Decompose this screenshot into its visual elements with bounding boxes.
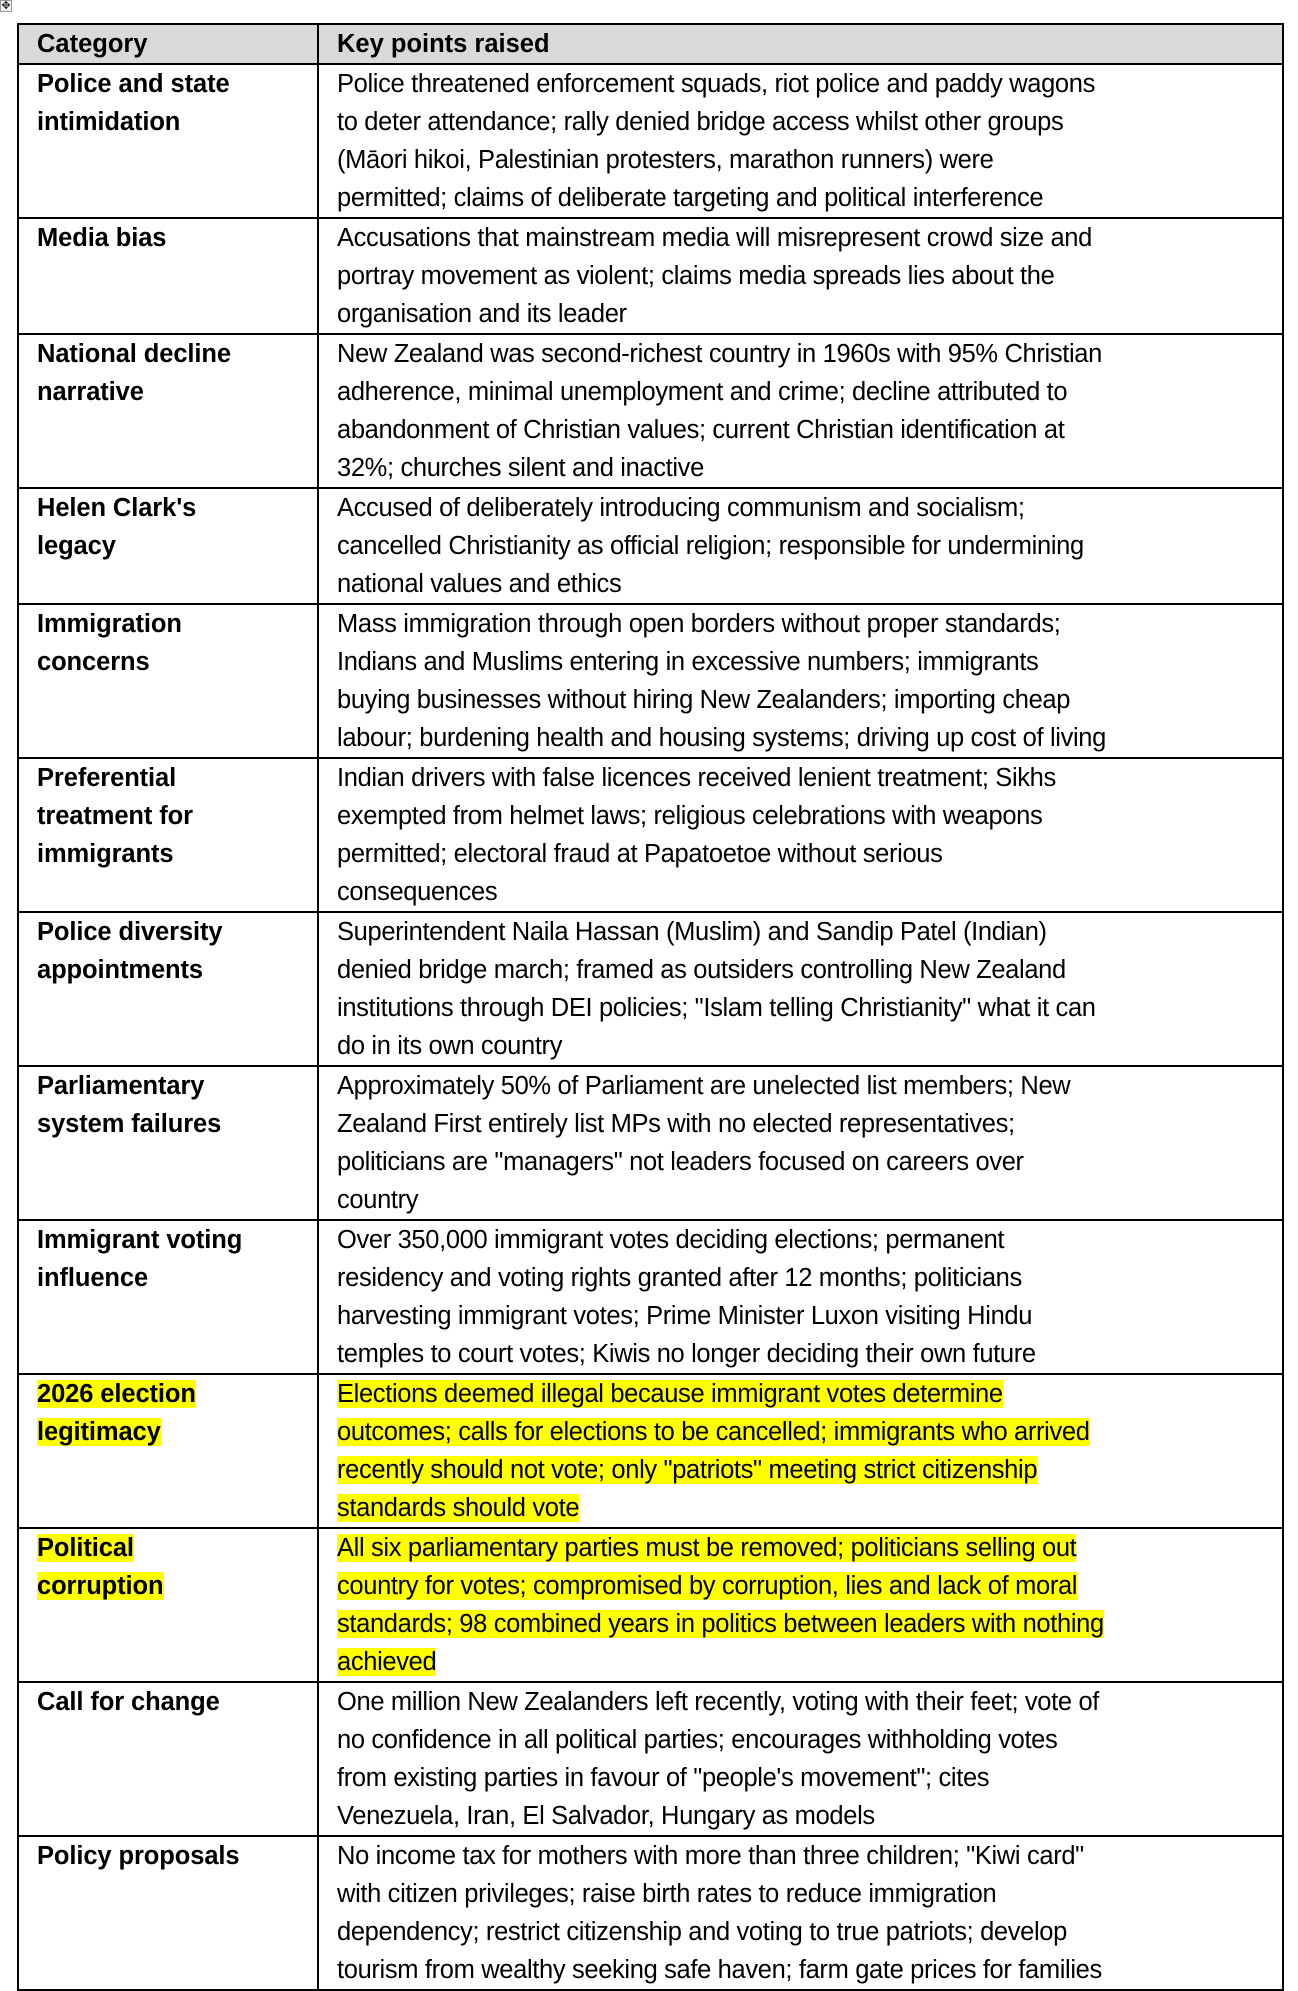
key-points-line (337, 373, 1272, 411)
key-points-line (337, 759, 1272, 797)
key-points-line (337, 1067, 1272, 1105)
table-row (18, 488, 1283, 604)
key-points-text: do in its own country (337, 1032, 563, 1060)
key-points-text: cancelled Christianity as official religion; responsible for undermining (337, 532, 1084, 560)
key-points-line (337, 605, 1272, 643)
category-cell[interactable] (18, 912, 318, 1066)
category-text: appointments (37, 956, 203, 984)
key-points-cell[interactable] (318, 218, 1283, 334)
key-points-text: institutions through DEI policies; "Islam telling Christianity" what it can (337, 994, 1096, 1022)
key-points-line (337, 1605, 1272, 1643)
key-points-text: Elections deemed illegal because immigrant votes determine (337, 1380, 1003, 1408)
key-points-line (337, 1489, 1272, 1527)
category-text: Immigrant voting (37, 1226, 243, 1254)
key-points-cell[interactable] (318, 1220, 1283, 1374)
table-row (18, 604, 1283, 758)
category-cell[interactable] (18, 1066, 318, 1220)
category-cell[interactable] (18, 488, 318, 604)
key-points-text: country for votes; compromised by corruption, lies and lack of moral (337, 1572, 1078, 1600)
key-points-text: portray movement as violent; claims media spreads lies about the (337, 262, 1055, 290)
key-points-text: tourism from wealthy seeking safe haven; farm gate prices for families (337, 1956, 1102, 1984)
key-points-line (337, 1297, 1272, 1335)
key-points-line (337, 1529, 1272, 1567)
category-text: Police diversity (37, 918, 223, 946)
key-points-cell[interactable] (318, 1528, 1283, 1682)
category-line (37, 1529, 307, 1567)
key-points-text: abandonment of Christian values; current Christian identification at (337, 416, 1065, 444)
category-line (37, 219, 307, 257)
key-points-line (337, 1259, 1272, 1297)
table-row (18, 912, 1283, 1066)
table-row (18, 1374, 1283, 1528)
category-line (37, 1413, 307, 1451)
key-points-line (337, 179, 1272, 217)
category-line (37, 373, 307, 411)
category-text: Immigration (37, 610, 182, 638)
key-points-line (337, 1335, 1272, 1373)
table-row (18, 1528, 1283, 1682)
key-points-line (337, 219, 1272, 257)
key-points-line (337, 1759, 1272, 1797)
category-text: Police and state (37, 70, 230, 98)
category-cell[interactable] (18, 334, 318, 488)
category-cell[interactable] (18, 1220, 318, 1374)
key-points-text: with citizen privileges; raise birth rates to reduce immigration (337, 1880, 997, 1908)
key-points-cell[interactable] (318, 488, 1283, 604)
category-text: immigrants (37, 840, 174, 868)
key-points-table (17, 23, 1284, 1991)
table-row (18, 218, 1283, 334)
key-points-text: residency and voting rights granted after 12 months; politicians (337, 1264, 1022, 1292)
key-points-text: dependency; restrict citizenship and voting to true patriots; develop (337, 1918, 1067, 1946)
table-row (18, 1066, 1283, 1220)
category-text: Political (37, 1534, 134, 1562)
key-points-text: One million New Zealanders left recently, voting with their feet; vote of (337, 1688, 1100, 1716)
key-points-line (337, 1181, 1272, 1219)
key-points-text: consequences (337, 878, 498, 906)
key-points-text: exempted from helmet laws; religious celebrations with weapons (337, 802, 1043, 830)
key-points-line (337, 1027, 1272, 1065)
key-points-line (337, 141, 1272, 179)
key-points-line (337, 1375, 1272, 1413)
category-line (37, 1567, 307, 1605)
table-header-row (18, 24, 1283, 64)
key-points-line (337, 527, 1272, 565)
category-line (37, 797, 307, 835)
key-points-text: Accused of deliberately introducing communism and socialism; (337, 494, 1025, 522)
category-line (37, 643, 307, 681)
key-points-text: standards; 98 combined years in politics between leaders with nothing (337, 1610, 1104, 1638)
key-points-line (337, 1221, 1272, 1259)
category-cell[interactable] (18, 758, 318, 912)
key-points-line (337, 65, 1272, 103)
category-text: concerns (37, 648, 150, 676)
category-text: influence (37, 1264, 149, 1292)
key-points-text: buying businesses without hiring New Zealanders; importing cheap (337, 686, 1071, 714)
category-line (37, 527, 307, 565)
key-points-text: standards should vote (337, 1494, 580, 1522)
category-line (37, 335, 307, 373)
category-text: Policy proposals (37, 1842, 240, 1870)
category-line (37, 1067, 307, 1105)
key-points-text: Approximately 50% of Parliament are unelected list members; New (337, 1072, 1071, 1100)
key-points-cell[interactable] (318, 1836, 1283, 1990)
category-line (37, 1105, 307, 1143)
key-points-line (337, 951, 1272, 989)
key-points-text: (Māori hikoi, Palestinian protesters, marathon runners) were (337, 146, 994, 174)
key-points-text: adherence, minimal unemployment and crime; decline attributed to (337, 378, 1068, 406)
key-points-line (337, 1451, 1272, 1489)
key-points-cell[interactable] (318, 334, 1283, 488)
category-text: Call for change (37, 1688, 220, 1716)
key-points-line (337, 295, 1272, 333)
category-line (37, 1375, 307, 1413)
category-text: narrative (37, 378, 144, 406)
key-points-line (337, 1683, 1272, 1721)
key-points-text: Police threatened enforcement squads, riot police and paddy wagons (337, 70, 1095, 98)
key-points-line (337, 103, 1272, 141)
key-points-text: Superintendent Naila Hassan (Muslim) and Sandip Patel (Indian) (337, 918, 1047, 946)
key-points-text: recently should not vote; only "patriots" meeting strict citizenship (337, 1456, 1038, 1484)
table-body (18, 64, 1283, 1990)
category-text: system failures (37, 1110, 222, 1138)
table-row (18, 1836, 1283, 1990)
category-line (37, 835, 307, 873)
table-row (18, 758, 1283, 912)
key-points-text: Indians and Muslims entering in excessive numbers; immigrants (337, 648, 1039, 676)
category-cell[interactable] (18, 218, 318, 334)
key-points-cell[interactable] (318, 912, 1283, 1066)
key-points-text: Over 350,000 immigrant votes deciding elections; permanent (337, 1226, 1005, 1254)
key-points-line (337, 257, 1272, 295)
table-row (18, 1682, 1283, 1836)
key-points-text: Accusations that mainstream media will misrepresent crowd size and (337, 224, 1092, 252)
key-points-line (337, 835, 1272, 873)
category-cell[interactable] (18, 1374, 318, 1528)
key-points-text: denied bridge march; framed as outsiders controlling New Zealand (337, 956, 1066, 984)
key-points-text: Mass immigration through open borders without proper standards; (337, 610, 1061, 638)
category-text: Preferential (37, 764, 177, 792)
category-line (37, 1221, 307, 1259)
key-points-line (337, 1721, 1272, 1759)
key-points-line (337, 873, 1272, 911)
key-points-text: All six parliamentary parties must be removed; politicians selling out (337, 1534, 1077, 1562)
key-points-line (337, 489, 1272, 527)
key-points-line (337, 335, 1272, 373)
key-points-text: achieved (337, 1648, 437, 1676)
category-text: National decline (37, 340, 231, 368)
category-text: 2026 election (37, 1380, 196, 1408)
key-points-text: No income tax for mothers with more than three children; "Kiwi card" (337, 1842, 1084, 1870)
key-points-cell[interactable] (318, 1374, 1283, 1528)
category-text: corruption (37, 1572, 164, 1600)
key-points-text: permitted; claims of deliberate targeting and political interference (337, 184, 1044, 212)
key-points-line (337, 1875, 1272, 1913)
key-points-line (337, 1567, 1272, 1605)
category-line (37, 605, 307, 643)
key-points-text: labour; burdening health and housing systems; driving up cost of living (337, 724, 1106, 752)
key-points-line (337, 643, 1272, 681)
key-points-cell[interactable] (318, 1682, 1283, 1836)
key-points-line (337, 913, 1272, 951)
key-points-line (337, 1413, 1272, 1451)
category-cell[interactable] (18, 64, 318, 218)
table-row (18, 64, 1283, 218)
key-points-line (337, 1105, 1272, 1143)
category-text: Media bias (37, 224, 167, 252)
key-points-text: to deter attendance; rally denied bridge access whilst other groups (337, 108, 1064, 136)
key-points-text: from existing parties in favour of "people's movement"; cites (337, 1764, 990, 1792)
key-points-line (337, 719, 1272, 757)
key-points-text: Zealand First entirely list MPs with no elected representatives; (337, 1110, 1015, 1138)
key-points-cell[interactable] (318, 604, 1283, 758)
category-text: legacy (37, 532, 116, 560)
category-line (37, 1837, 307, 1875)
key-points-text: temples to court votes; Kiwis no longer deciding their own future (337, 1340, 1036, 1368)
category-line (37, 103, 307, 141)
key-points-text: outcomes; calls for elections to be cancelled; immigrants who arrived (337, 1418, 1090, 1446)
key-points-text: national values and ethics (337, 570, 622, 598)
category-text: Helen Clark's (37, 494, 197, 522)
category-cell[interactable] (18, 1836, 318, 1990)
key-points-line (337, 1797, 1272, 1835)
category-line (37, 1259, 307, 1297)
category-line (37, 65, 307, 103)
category-line (37, 951, 307, 989)
key-points-text: 32%; churches silent and inactive (337, 454, 704, 482)
key-points-text: organisation and its leader (337, 300, 627, 328)
category-cell[interactable] (18, 604, 318, 758)
key-points-cell[interactable] (318, 1066, 1283, 1220)
key-points-line (337, 411, 1272, 449)
key-points-text: Indian drivers with false licences received lenient treatment; Sikhs (337, 764, 1056, 792)
category-line (37, 489, 307, 527)
table-move-handle-icon[interactable]: ✥ (1, 0, 11, 12)
key-points-line (337, 1143, 1272, 1181)
key-points-line (337, 1837, 1272, 1875)
column-header-key-points: Key points raised (318, 24, 1283, 64)
key-points-line (337, 1951, 1272, 1989)
category-line (37, 759, 307, 797)
category-line (37, 1683, 307, 1721)
key-points-text: harvesting immigrant votes; Prime Minister Luxon visiting Hindu (337, 1302, 1033, 1330)
category-text: legitimacy (37, 1418, 161, 1446)
key-points-text: country (337, 1186, 419, 1214)
key-points-text: permitted; electoral fraud at Papatoetoe without serious (337, 840, 943, 868)
category-line (37, 913, 307, 951)
table-row (18, 1220, 1283, 1374)
key-points-line (337, 565, 1272, 603)
key-points-cell[interactable] (318, 758, 1283, 912)
category-text: Parliamentary (37, 1072, 205, 1100)
key-points-line (337, 989, 1272, 1027)
key-points-line (337, 1643, 1272, 1681)
key-points-line (337, 797, 1272, 835)
table-row (18, 334, 1283, 488)
category-cell[interactable] (18, 1682, 318, 1836)
category-text: treatment for (37, 802, 193, 830)
key-points-line (337, 449, 1272, 487)
key-points-text: no confidence in all political parties; encourages withholding votes (337, 1726, 1058, 1754)
key-points-cell[interactable] (318, 64, 1283, 218)
category-cell[interactable] (18, 1528, 318, 1682)
key-points-text: politicians are "managers" not leaders focused on careers over (337, 1148, 1024, 1176)
key-points-line (337, 681, 1272, 719)
key-points-text: Venezuela, Iran, El Salvador, Hungary as models (337, 1802, 875, 1830)
column-header-category: Category (18, 24, 318, 64)
key-points-line (337, 1913, 1272, 1951)
key-points-text: New Zealand was second-richest country in 1960s with 95% Christian (337, 340, 1102, 368)
category-text: intimidation (37, 108, 181, 136)
